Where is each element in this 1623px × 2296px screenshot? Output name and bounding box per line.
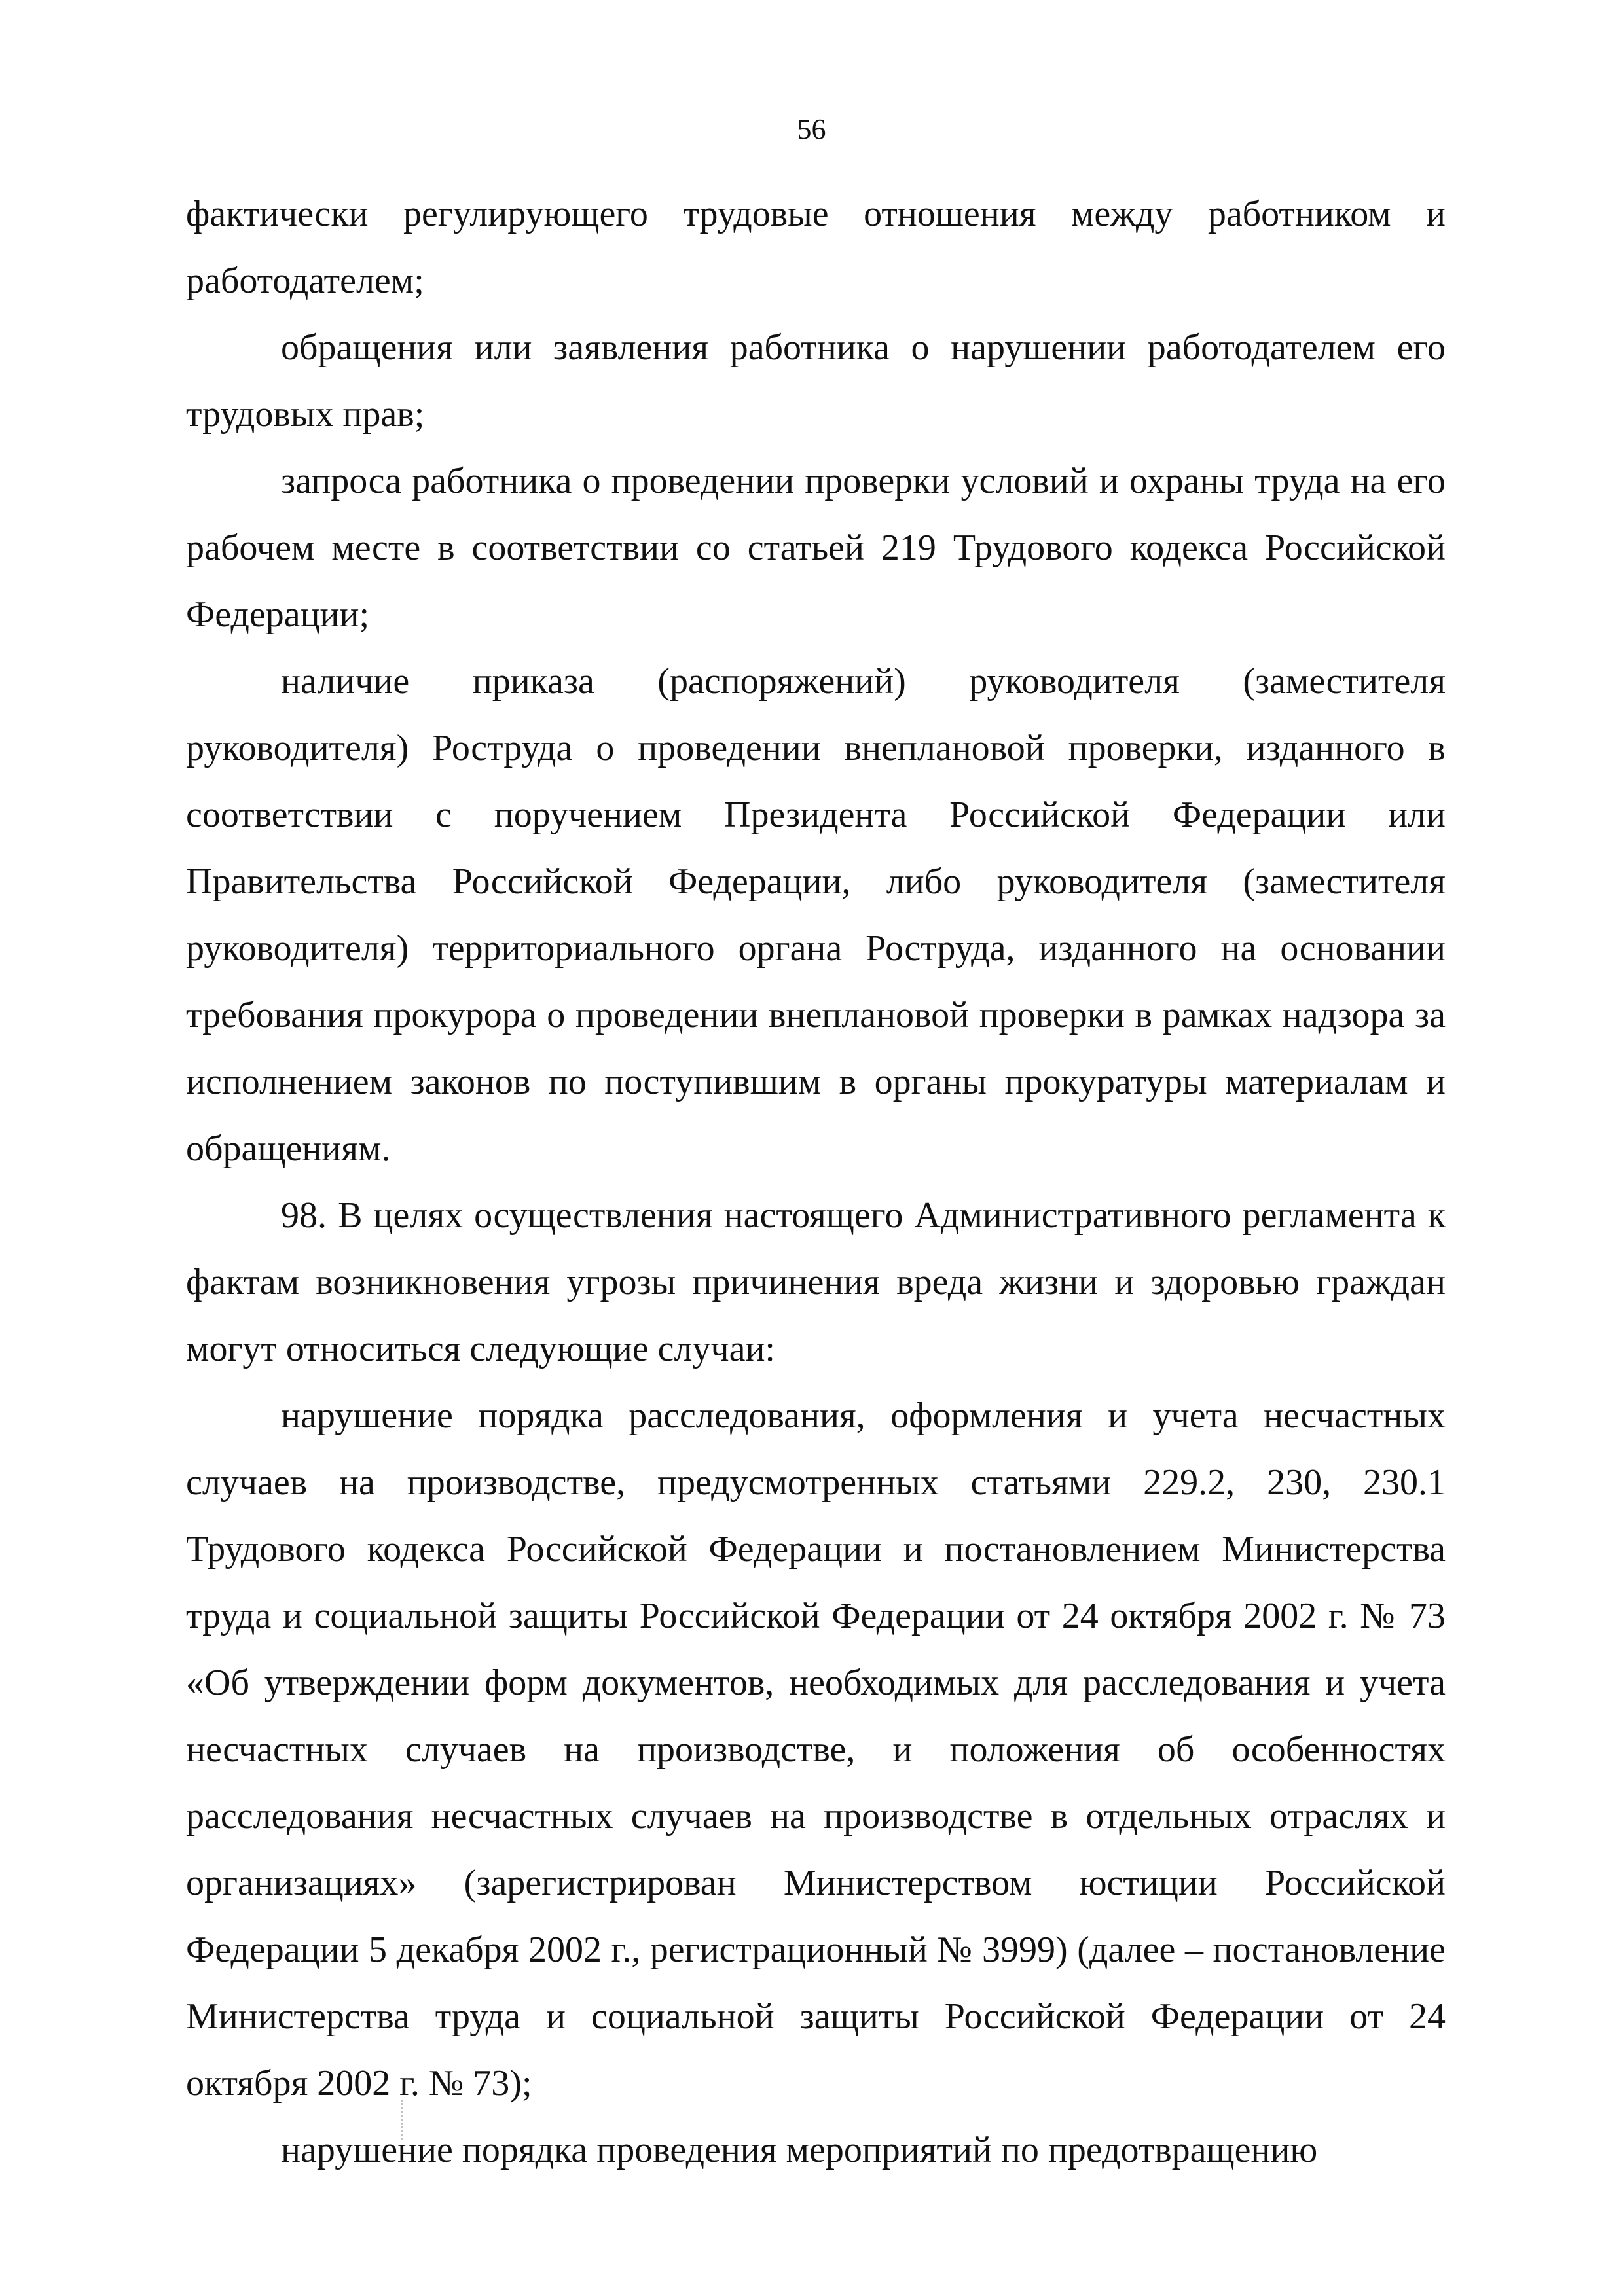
- paragraph-accident-investigation: нарушение порядка расследования, оформления и учета несчастных случаев на производстве, предусмотренных статьями 229.2, 230, 230.1 Трудового кодекса Российской Федерации и постановлением Министерства труда и социальной защиты Российской Федерации от 24 октября 2002 г. № 73 «Об утверждении форм документов, необходимых для расследования и учета несчастных случаев на производстве, и положения об особенностях расследования несчастных случаев на производстве в отдельных отраслях и организациях» (зарегистрирован Министерством юстиции Российской Федерации 5 декабря 2002 г., регистрационный № 3999) (далее – постановление Министерства труда и социальной защиты Российской Федерации от 24 октября 2002 г. № 73);: [186, 1395, 1446, 2104]
- paragraph-prevention: нарушение порядка проведения мероприятий по предотвращению: [281, 2130, 1318, 2170]
- paragraph-98: 98. В целях осуществления настоящего Административного регламента к фактам возникновения угрозы причинения вреда жизни и здоровью граждан могут относиться следующие случаи:: [186, 1195, 1446, 1369]
- paragraph-order: наличие приказа (распоряжений) руководителя (заместителя руководителя) Роструда о проведении внеплановой проверки, изданного в соответствии с поручением Президента Российской Федерации или Правительства Российской Федерации, либо руководителя (заместителя руководителя) территориального органа Роструда, изданного на основании требования прокурора о проведении внеплановой проверки в рамках надзора за исполнением законов по поступившим в органы прокуратуры материалам и обращениям.: [186, 661, 1446, 1169]
- paragraph-worker-complaint: обращения или заявления работника о нарушении работодателем его трудовых прав;: [186, 327, 1446, 435]
- paragraph-continuation: фактически регулирующего трудовые отношения между работником и работодателем;: [186, 194, 1446, 301]
- paragraph-worker-request: запроса работника о проведении проверки условий и охраны труда на его рабочем месте в соответствии со статьей 219 Трудового кодекса Российской Федерации;: [186, 461, 1446, 635]
- document-body: [186, 181, 1446, 2183]
- page-number: 56: [797, 113, 826, 145]
- scan-artifact: [401, 2100, 405, 2140]
